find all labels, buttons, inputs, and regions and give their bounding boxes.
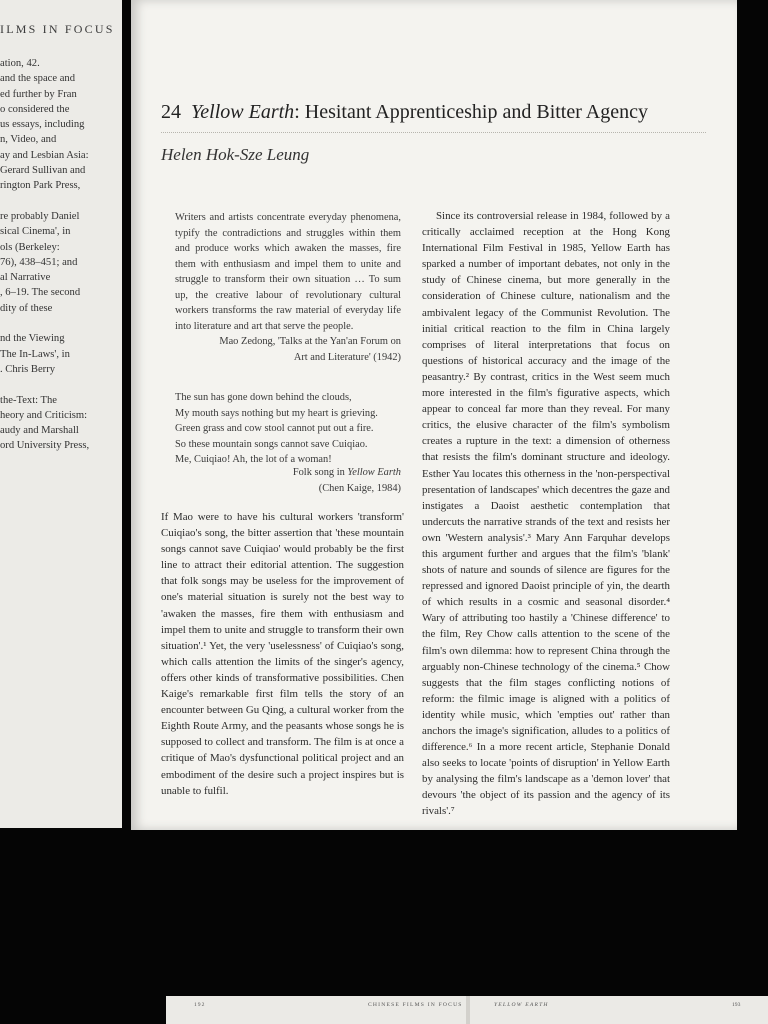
- left-page-line: dity of these: [0, 302, 53, 314]
- facing-left-page: [0, 0, 122, 828]
- left-page-notes: [0, 56, 122, 454]
- left-page-number: 192: [194, 1002, 206, 1008]
- left-page-line: 76), 438–451; and: [0, 256, 78, 268]
- left-page-line: ord University Press,: [0, 440, 90, 452]
- poem-line: So these mountain songs cannot save Cuiqiao.: [175, 438, 368, 450]
- left-page-line: audy and Marshall: [0, 425, 79, 437]
- poem-line: Me, Cuiqiao! Ah, the lot of a woman!: [175, 454, 332, 465]
- left-page-line: nd the Viewing: [0, 333, 65, 345]
- folk-song-attribution-film: Yellow Earth: [347, 467, 401, 478]
- left-page-line: ols (Berkeley:: [0, 241, 60, 253]
- left-page-line: al Narrative: [0, 272, 51, 284]
- poem-line: Green grass and cow stool cannot put out a fire.: [175, 423, 374, 434]
- chapter-author: Helen Hok-Sze Leung: [161, 145, 310, 164]
- left-page-line: the-Text: The: [0, 394, 58, 406]
- left-page-line: ay and Lesbian Asia:: [0, 149, 89, 161]
- epigraph-folk-song-attribution: [175, 465, 401, 496]
- left-page-line: ed further by Fran: [0, 88, 77, 100]
- left-page-line: o considered the: [0, 103, 70, 115]
- left-page-line: The In-Laws', in: [0, 348, 70, 360]
- left-page-line: us essays, including: [0, 119, 85, 131]
- left-page-line: [0, 194, 122, 209]
- epigraph-mao: Writers and artists concentrate everyday phenomena, typify the contradictions and struggles within them and produce works which awaken the masses, fire them with enthusiasm and impel them to unite and struggle to transform their own situation … To sum up, the creative labour of revolutionary cultural workers transforms the raw material of everyday life into literature and art that serve the people.: [175, 212, 401, 332]
- book-page: [131, 0, 737, 830]
- chapter-title-film: Yellow Earth: [191, 101, 295, 123]
- left-page-line: sical Cinema', in: [0, 226, 71, 238]
- body-column-left: [161, 509, 404, 799]
- epigraph-mao-attribution-line1: Mao Zedong, 'Talks at the Yan'an Forum on: [219, 336, 401, 347]
- chapter-number: 24: [161, 101, 181, 123]
- left-page-line: [0, 316, 122, 331]
- left-page-line: , 6–19. The second: [0, 287, 81, 299]
- left-page-line: . Chris Berry: [0, 363, 56, 375]
- chapter-title-subtitle: : Hesitant Apprenticeship and Bitter Agency: [294, 101, 648, 123]
- right-page-number: 193: [732, 1002, 741, 1008]
- folk-song-attribution-line2: (Chen Kaige, 1984): [318, 482, 401, 494]
- chapter-title: [161, 101, 648, 124]
- spread-gutter: [466, 996, 470, 1024]
- left-page-line: re probably Daniel: [0, 210, 80, 222]
- epigraph-folk-song: [175, 390, 415, 468]
- left-running-head: ILMS IN FOCUS: [0, 22, 115, 36]
- left-page-line: heory and Criticism:: [0, 409, 88, 421]
- left-page-line: and the space and: [0, 73, 76, 85]
- left-page-line: rington Park Press,: [0, 180, 81, 192]
- left-page-line: ation, 42.: [0, 58, 40, 69]
- title-divider: [161, 132, 706, 133]
- left-page-line: [0, 377, 122, 392]
- epigraph-mao-attribution-line2: Art and Literature' (1942): [293, 351, 401, 363]
- body-paragraph-criticism: Since its controversial release in 1984, followed by a critically acclaimed reception at the Hong Kong International Film Festival in 1985, Yellow Earth has sparked a number of important debates, not only in the study of Chinese cinema, but more generally in the consideration of Chinese culture, nationalism and the ambivalent legacy of the Communist Revolution. The initial critical reaction to the film in China largely comprises of literal interpretations that focus on questions of historical accuracy and the image of the peasantry.² By contrast, critics in the West seem much more interested in the film's figurative aspects, which appear to conceal far more than they reveal. For many critics, the elusive character of the film's symbolism creates a rupture in the text: a dimension of otherness that resists the film's dominant structure and ideology. Esther Yau locates this otherness in the 'non-perspectival presentation of landscapes' which decentres the gaze and instigates a Daoist aesthetic contemplation that undercuts the narrative strands of the text and resists her own 'Western analysis'.³ Mary Ann Farquhar develops this argument further and argues that the film's 'blank' shots of nature and sounds of silence are figures for the repressed and ignored Daoist principle of yin, the dearth of which results in a cosmic and seasonal disorder.⁴ Wary of attributing too hastily a 'Chinese difference' to the film, Rey Chow calls attention to the scene of the film's own dilemma: how to represent China through the arguably non-Chinese technology of the cinema.⁵ Chow suggests that the film stages conflicting notions of reform: the filmic image is aligned with a politics of identity while music, which 'empties out' rather than anchors the image's signification, alludes to a politics of difference.⁶ In a more recent article, Stephanie Donald also seeks to locate 'points of disruption' in Yellow Earth by analysing the film's landscape as a 'demon lover' that devours 'the object of its passion and the agency of its rivals'.⁷: [422, 210, 670, 818]
- left-page-line: n, Video, and: [0, 134, 57, 146]
- left-running-head-bottom: CHINESE FILMS IN FOCUS: [368, 1002, 463, 1008]
- left-page-line: Gerard Sullivan and: [0, 165, 86, 177]
- poem-line: The sun has gone down behind the clouds,: [175, 392, 352, 403]
- right-running-head-bottom: YELLOW EARTH: [494, 1002, 549, 1008]
- poem-line: My mouth says nothing but my heart is grieving.: [175, 407, 378, 419]
- body-column-right: [422, 208, 670, 820]
- body-paragraph-opening: If Mao were to have his cultural workers 'transform' Cuiqiao's song, the bitter assertion that 'these mountain songs cannot save Cuiqiao' would probably be the first line to attract their editorial attention. The suggestion that folk songs may be useless for the improvement of one's material situation is surely not the best way to 'awaken the masses, fire them with enthusiasm and impel them to unite and struggle to transform their own situation'.¹ Yet, the very 'uselessness' of Cuiqiao's song, which calls attention the limits of the singer's agency, offers other kinds of transformative possibilities. Chen Kaige's remarkable first film tells the story of an encounter between Gu Qing, a cultural worker from the Eighth Route Army, and the peasants whose songs he is supposed to collect and transform. The film is at once a critique of Mao's dysfunctional political project and an embodiment of the desire such a project inspires but is unable to fulfil.: [161, 511, 404, 797]
- folk-song-attribution-prefix: Folk song in: [292, 467, 348, 478]
- epigraph-mao-attribution: [175, 334, 401, 365]
- next-spread-strip: [166, 996, 768, 1024]
